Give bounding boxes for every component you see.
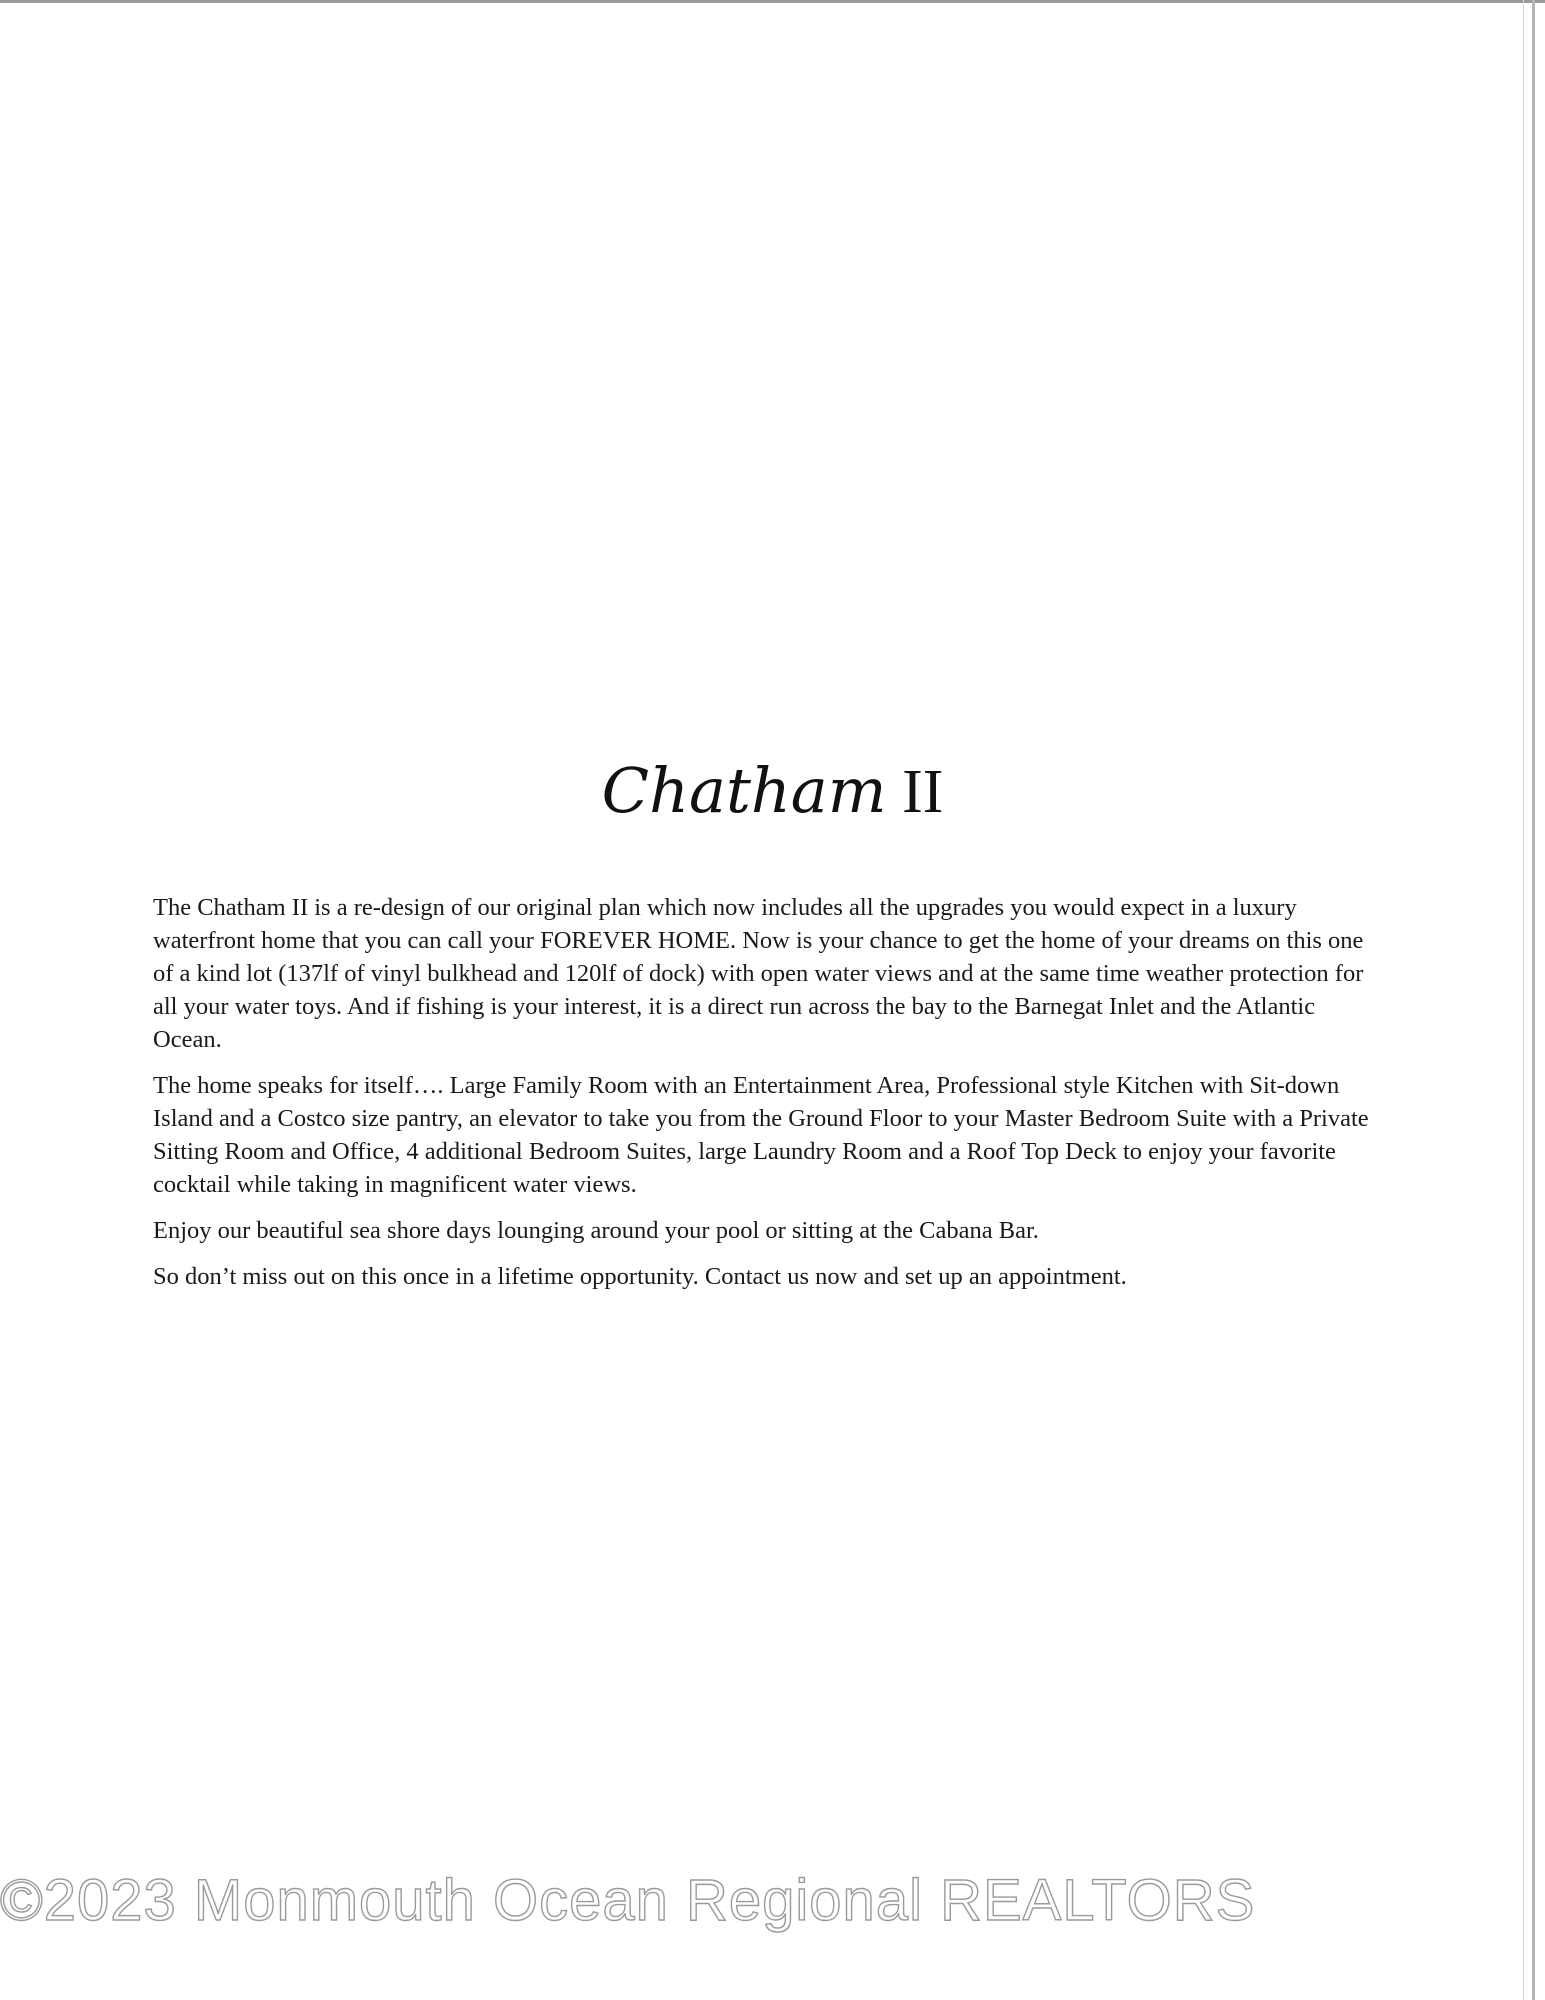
title-roman: II — [902, 758, 944, 826]
scan-right-edge — [1532, 0, 1535, 2000]
title-script: Chatham — [601, 754, 887, 827]
document-title — [0, 754, 1545, 827]
scan-top-edge — [0, 0, 1545, 3]
scan-right-edge-inner — [1523, 0, 1524, 2000]
paragraph-intro: The Chatham II is a re-design of our original plan which now includes all the upgrades you would expect in a luxury waterfront home that you can call your FOREVER HOME. Now is your chance to get the home of your dreams on this one of a kind lot (137lf of vinyl bulkhead and 120lf of dock) with open water views and at the same time weather protection for all your water toys. And if fishing is your interest, it is a direct run across the bay to the Barnegat Inlet and the Atlantic Ocean. — [153, 894, 1364, 1053]
document-body — [153, 891, 1388, 1306]
paragraph-pool: Enjoy our beautiful sea shore days lounging around your pool or sitting at the Cabana Bar. — [153, 1217, 1039, 1244]
copyright-watermark: ©2023 Monmouth Ocean Regional REALTORS — [0, 1868, 1256, 1933]
paragraph-features: The home speaks for itself…. Large Family Room with an Entertainment Area, Professional style Kitchen with Sit-down Island and a Costco size pantry, an elevator to take you from the Ground Floor to your Master Bedroom Suite with a Private Sitting Room and Office, 4 additional Bedroom Suites, large Laundry Room and a Roof Top Deck to enjoy your favorite cocktail while taking in magnificent water views. — [153, 1072, 1369, 1198]
paragraph-contact: So don’t miss out on this once in a lifetime opportunity. Contact us now and set up an appointment. — [153, 1263, 1127, 1290]
